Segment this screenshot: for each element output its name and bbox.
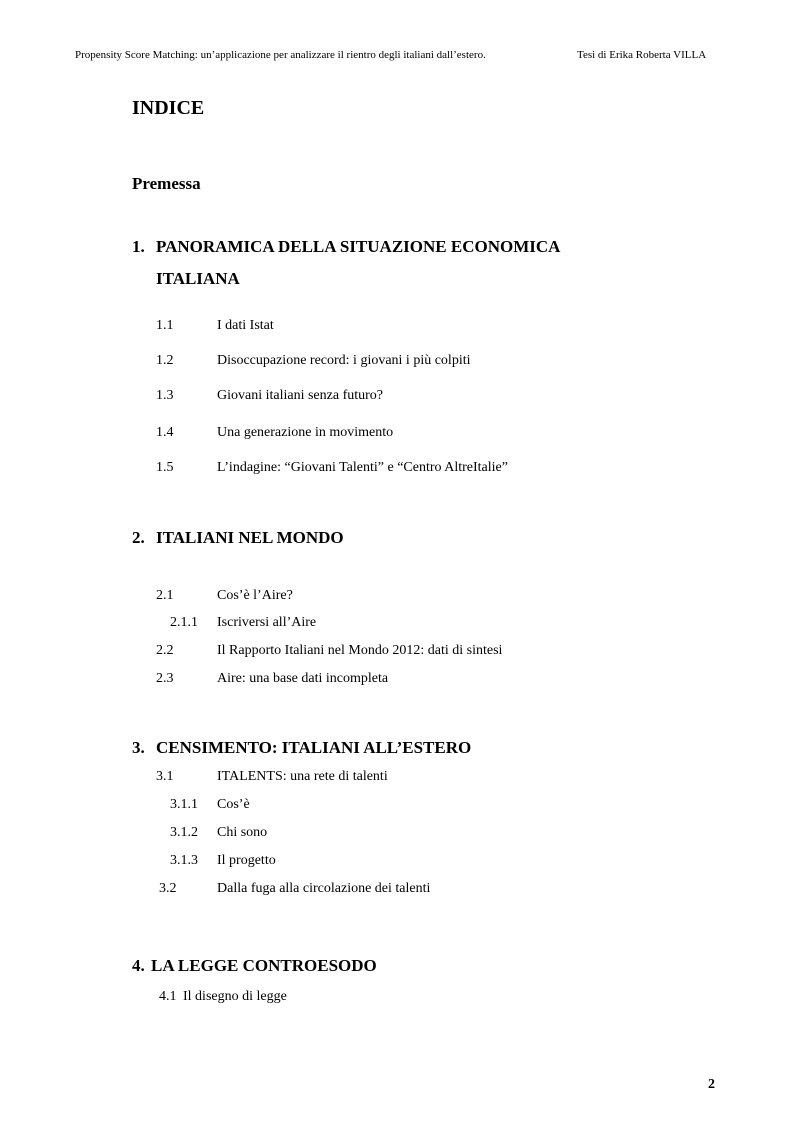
toc-item-2-3: Aire: una base dati incompleta [217, 671, 389, 686]
toc-num-2-1-1: 2.1.1 [170, 615, 198, 630]
toc-num-1-5: 1.5 [156, 460, 174, 475]
toc-num-3-1-1: 3.1.1 [170, 797, 198, 812]
toc-item-1-3: Giovani italiani senza futuro? [217, 388, 383, 403]
toc-item-1-5: L’indagine: “Giovani Talenti” e “Centro AltreItalie” [217, 460, 508, 475]
chapter-4-title: LA LEGGE CONTROESODO [151, 956, 377, 975]
toc-item-3-1: ITALENTS: una rete di talenti [217, 769, 388, 784]
toc-num-3-1-3: 3.1.3 [170, 853, 198, 868]
toc-num-1-2: 1.2 [156, 353, 174, 368]
chapter-1-title-cont: ITALIANA [156, 269, 240, 288]
toc-item-1-1: I dati Istat [217, 318, 274, 333]
toc-item-1-4: Una generazione in movimento [217, 425, 394, 440]
toc-item-1-2: Disoccupazione record: i giovani i più colpiti [217, 353, 471, 368]
chapter-2-title: ITALIANI NEL MONDO [156, 528, 344, 547]
toc-item-2-1: Cos’è l’Aire? [217, 588, 293, 603]
toc-item-4-1: Il disegno di legge [183, 989, 287, 1004]
toc-num-1-1: 1.1 [156, 318, 174, 333]
toc-item-2-1-1: Iscriversi all’Aire [217, 615, 317, 630]
toc-num-2-3: 2.3 [156, 671, 174, 686]
chapter-3-title: CENSIMENTO: ITALIANI ALL’ESTERO [156, 738, 472, 757]
toc-num-1-4: 1.4 [156, 425, 174, 440]
running-header-right: Tesi di Erika Roberta VILLA [577, 49, 707, 61]
running-header-left: Propensity Score Matching: un’applicazione per analizzare il rientro degli italiani dall’estero. [75, 49, 486, 61]
premessa-heading: Premessa [132, 174, 201, 193]
toc-item-3-1-1: Cos’è [217, 797, 250, 812]
toc-item-3-1-3: Il progetto [217, 853, 276, 868]
chapter-4-number: 4. [132, 956, 145, 975]
toc-item-3-2: Dalla fuga alla circolazione dei talenti [217, 881, 431, 896]
toc-num-3-1-2: 3.1.2 [170, 825, 198, 840]
index-title: INDICE [132, 97, 205, 119]
toc-num-4-1: 4.1 [159, 989, 177, 1004]
toc-num-1-3: 1.3 [156, 388, 174, 403]
toc-num-2-1: 2.1 [156, 588, 174, 603]
chapter-2-number: 2. [132, 528, 145, 547]
page-number: 2 [708, 1077, 715, 1092]
chapter-1-number: 1. [132, 237, 145, 256]
toc-item-3-1-2: Chi sono [217, 825, 268, 840]
chapter-3-number: 3. [132, 738, 145, 757]
toc-num-3-1: 3.1 [156, 769, 174, 784]
toc-num-2-2: 2.2 [156, 643, 174, 658]
toc-item-2-2: Il Rapporto Italiani nel Mondo 2012: dati di sintesi [217, 643, 503, 658]
chapter-1-title: PANORAMICA DELLA SITUAZIONE ECONOMICA [156, 237, 561, 256]
toc-num-3-2: 3.2 [159, 881, 177, 896]
